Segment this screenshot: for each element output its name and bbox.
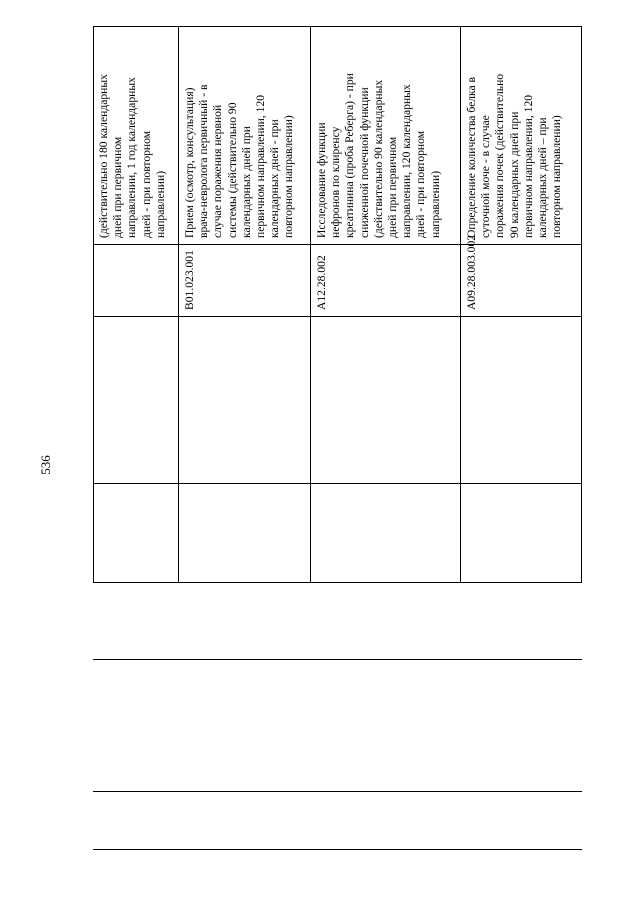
column-divider-1 bbox=[93, 483, 582, 484]
table-border-top bbox=[93, 26, 582, 27]
page-number: 536 bbox=[38, 455, 53, 475]
row-4-description: Определение количества белка в суточной моче - в случае поражения почек (действительно 90 календарных дней при первичном направлении, 120 календарных дней – при повторном направлении) bbox=[465, 73, 564, 238]
row-divider-1 bbox=[178, 26, 179, 583]
row-divider-3 bbox=[460, 26, 461, 583]
row-4-code: A09.28.003.002 bbox=[465, 234, 478, 310]
separator-line-3 bbox=[93, 849, 582, 850]
separator-line-2 bbox=[93, 791, 582, 792]
row-3-description: Исследование функции нефронов по клиренсу креатинина (проба Реберга) - при сниженной почечной функции (действительно 90 календарных дней при первичном направлении, 120 календарных дней - при повторном направлении) bbox=[315, 73, 442, 238]
table-border-bottom bbox=[93, 582, 582, 583]
column-divider-2 bbox=[93, 316, 582, 317]
table-border-right bbox=[581, 26, 582, 583]
row-2-code: B01.023.001 bbox=[183, 250, 196, 310]
column-divider-3 bbox=[93, 244, 582, 245]
row-1-description: (действительно 180 календарных дней при первичном направлении, 1 год календарных дней - при повторном направлении) bbox=[97, 74, 167, 238]
row-3-code: A12.28.002 bbox=[315, 255, 328, 310]
separator-line-1 bbox=[93, 659, 582, 660]
table-border-left bbox=[93, 26, 94, 583]
row-divider-2 bbox=[310, 26, 311, 583]
row-2-description: Прием (осмотр, консультация) врача-невролога первичный - в случае поражения нервной системы (действительно 90 календарных дней при первичном направлении, 120 календарных дней - при повторном направлении) bbox=[183, 84, 296, 238]
